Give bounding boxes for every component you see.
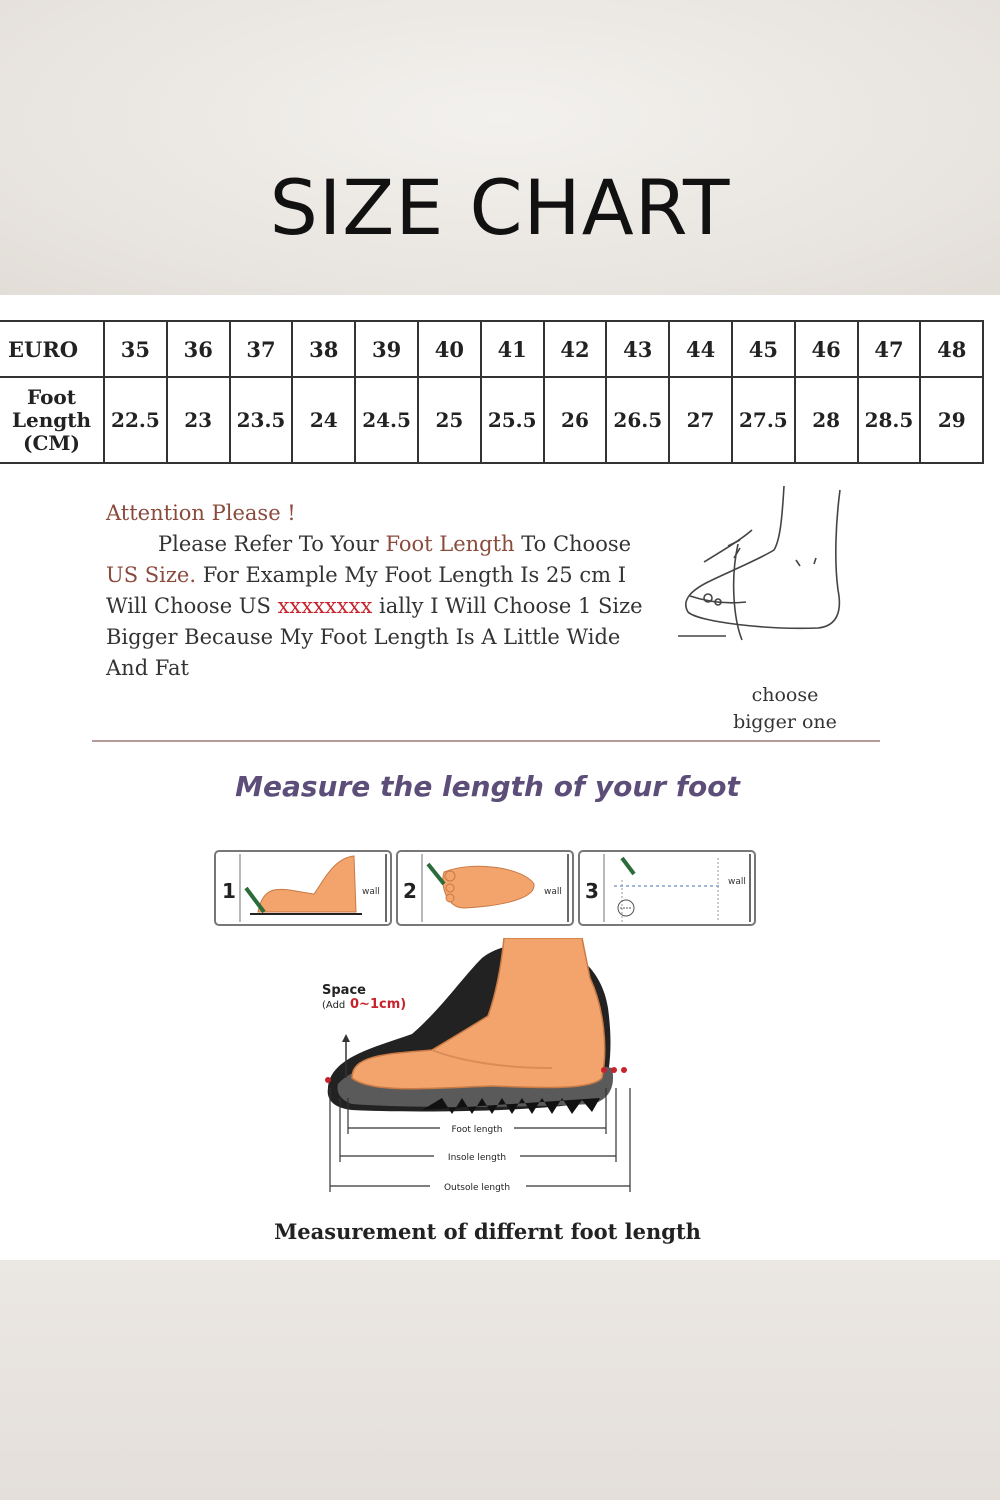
attention-title: Attention Please ! — [106, 501, 296, 525]
shoe-measurement-diagram — [312, 938, 652, 1198]
step-number: 1 — [222, 879, 236, 903]
diagram-caption: Measurement of differnt foot length — [274, 1219, 701, 1244]
attention-text: To Choose — [514, 532, 632, 556]
attention-highlight: US Size. — [106, 563, 197, 587]
euro-row — [0, 321, 983, 377]
euro-size-cell: 48 — [920, 321, 983, 377]
foot-length-cell: 27.5 — [732, 377, 795, 463]
insole-length-label: Insole length — [447, 1153, 507, 1163]
euro-size-cell: 43 — [606, 321, 669, 377]
foot-length-cell: 29 — [920, 377, 983, 463]
attention-line: Bigger Because My Foot Length Is A Little Wide — [106, 625, 621, 649]
foot-length-cell: 24 — [292, 377, 355, 463]
size-table — [0, 320, 984, 464]
foot-length-header-line: Foot — [26, 384, 77, 409]
choose-note-line: bigger one — [733, 711, 837, 733]
choose-note-line: choose — [751, 684, 819, 706]
measure-steps-illustration — [214, 850, 759, 930]
foot-length-cell: 26 — [544, 377, 607, 463]
foot-length-label: Foot length — [451, 1125, 503, 1135]
foot-length-cell: 23 — [167, 377, 230, 463]
euro-size-cell: 46 — [795, 321, 858, 377]
attention-highlight: Foot Length — [385, 532, 515, 556]
foot-length-cell: 28.5 — [858, 377, 921, 463]
euro-size-cell: 36 — [167, 321, 230, 377]
euro-size-cell: 47 — [858, 321, 921, 377]
space-range-label: 0~1cm) — [350, 997, 407, 1012]
measure-title: Measure the length of your foot — [235, 770, 740, 803]
euro-size-cell: 40 — [418, 321, 481, 377]
foot-length-header — [0, 377, 104, 463]
outsole-length-label: Outsole length — [443, 1183, 511, 1193]
space-label: Space — [322, 983, 366, 998]
wall-label: wall — [544, 887, 562, 897]
choose-bigger-note — [720, 682, 850, 736]
attention-line — [106, 529, 682, 560]
attention-line: And Fat — [106, 656, 189, 680]
euro-size-cell: 44 — [669, 321, 732, 377]
foot-length-cell: 25 — [418, 377, 481, 463]
euro-size-cell: 39 — [355, 321, 418, 377]
euro-header: EURO — [0, 321, 104, 377]
step-number: 2 — [403, 879, 417, 903]
step-2-panel — [397, 851, 573, 925]
euro-size-cell: 35 — [104, 321, 167, 377]
foot-length-cell: 26.5 — [606, 377, 669, 463]
foot-sketch-illustration — [668, 480, 858, 650]
foot-length-cell: 24.5 — [355, 377, 418, 463]
euro-size-cell: 38 — [292, 321, 355, 377]
attention-note — [106, 498, 682, 684]
bottom-band — [0, 1260, 1000, 1500]
foot-length-cell: 27 — [669, 377, 732, 463]
attention-line — [106, 560, 682, 591]
foot-length-cell: 23.5 — [230, 377, 293, 463]
foot-length-cell: 22.5 — [104, 377, 167, 463]
step-3-panel — [579, 851, 755, 925]
attention-line — [106, 591, 682, 622]
foot-length-row — [0, 377, 983, 463]
foot-length-cell: 25.5 — [481, 377, 544, 463]
euro-size-cell: 37 — [230, 321, 293, 377]
wall-label: wall — [362, 887, 380, 897]
foot-length-header-line: (CM) — [23, 430, 80, 455]
section-divider — [92, 740, 880, 742]
foot-length-cell: 28 — [795, 377, 858, 463]
page-title: SIZE CHART — [269, 163, 731, 252]
wall-label: wall — [728, 877, 746, 887]
attention-redacted: xxxxxxxx — [277, 594, 373, 618]
attention-text: For Example My Foot Length Is 25 cm I — [196, 563, 626, 587]
step-1-panel — [215, 851, 391, 925]
attention-text: ially I Will Choose 1 Size — [372, 594, 643, 618]
step-number: 3 — [585, 879, 599, 903]
foot-length-header-line: Length — [11, 407, 92, 432]
attention-text: Will Choose US — [106, 594, 278, 618]
attention-text: Please Refer To Your — [158, 532, 386, 556]
euro-size-cell: 45 — [732, 321, 795, 377]
euro-size-cell: 42 — [544, 321, 607, 377]
space-add-label: (Add — [322, 1000, 346, 1011]
euro-size-cell: 41 — [481, 321, 544, 377]
